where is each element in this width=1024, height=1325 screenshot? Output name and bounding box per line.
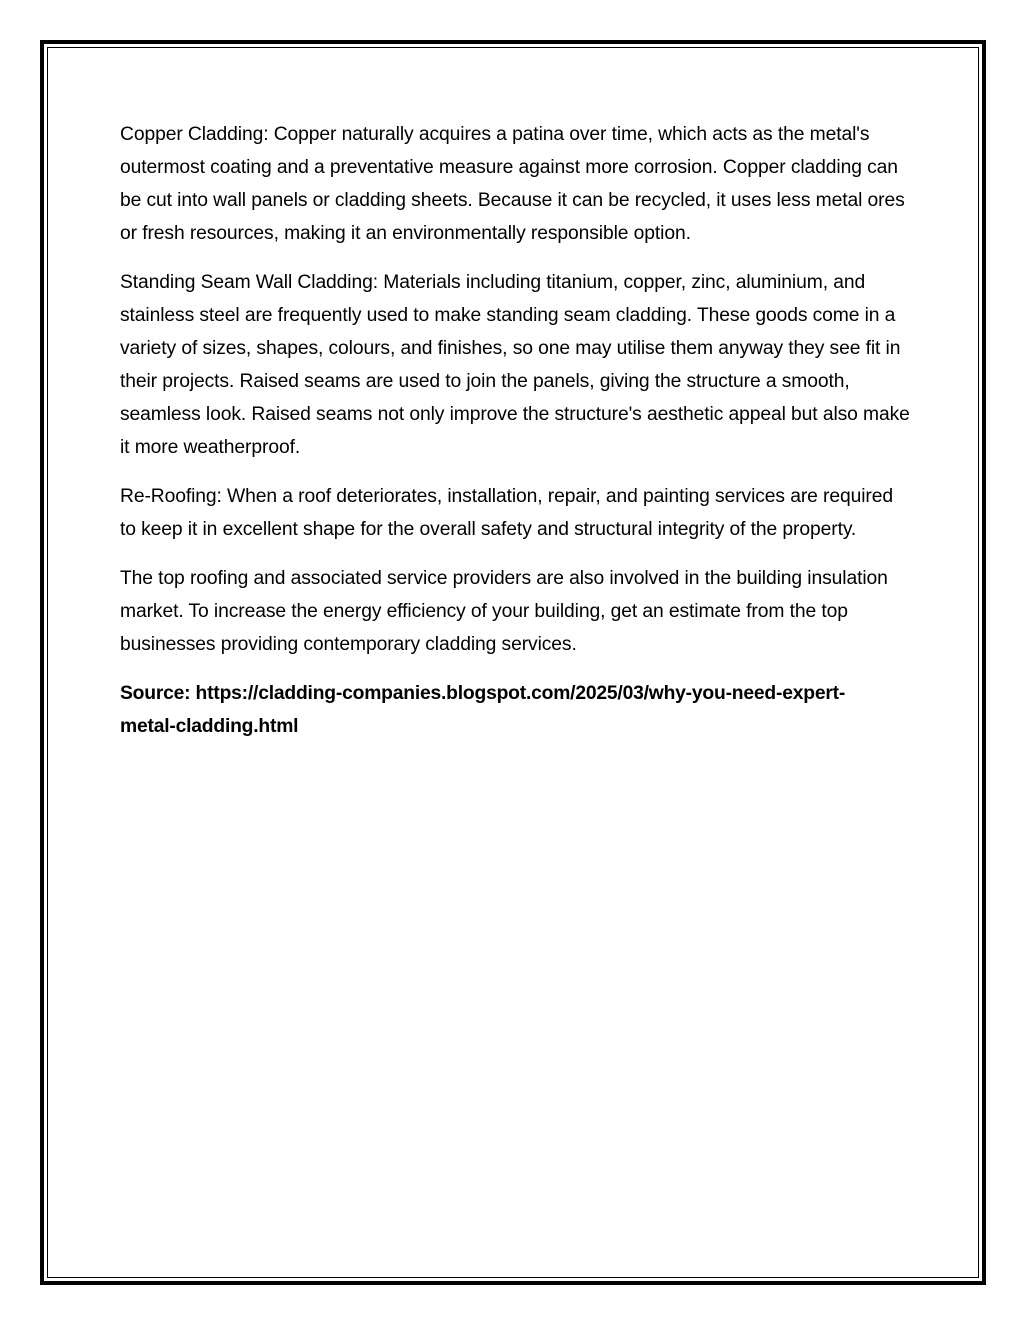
paragraph-insulation: The top roofing and associated service providers are also involved in the building insulation market. To increase the energy efficiency of your building, get an estimate from the top businesses providing contemporary cladding services. xyxy=(120,568,888,655)
paragraph-copper-cladding: Copper Cladding: Copper naturally acquires a patina over time, which acts as the metal's outermost coating and a preventative measure against more corrosion. Copper cladding can be cut into wall panels or cladding sheets. Because it can be recycled, it uses less metal ores or fresh resources, making it an environmentally responsible option. xyxy=(120,124,905,244)
source-line: Source: https://cladding-companies.blogspot.com/2025/03/why-you-need-expert-metal-cladding.html xyxy=(120,683,846,737)
document-body xyxy=(120,118,910,743)
paragraph-standing-seam: Standing Seam Wall Cladding: Materials including titanium, copper, zinc, aluminium, and stainless steel are frequently used to make standing seam cladding. These goods come in a variety of sizes, shapes, colours, and finishes, so one may utilise them anyway they see fit in their projects. Raised seams are used to join the panels, giving the structure a smooth, seamless look. Raised seams not only improve the structure's aesthetic appeal but also make it more weatherproof. xyxy=(120,272,910,458)
paragraph-re-roofing: Re-Roofing: When a roof deteriorates, installation, repair, and painting services are required to keep it in excellent shape for the overall safety and structural integrity of the property. xyxy=(120,486,893,540)
